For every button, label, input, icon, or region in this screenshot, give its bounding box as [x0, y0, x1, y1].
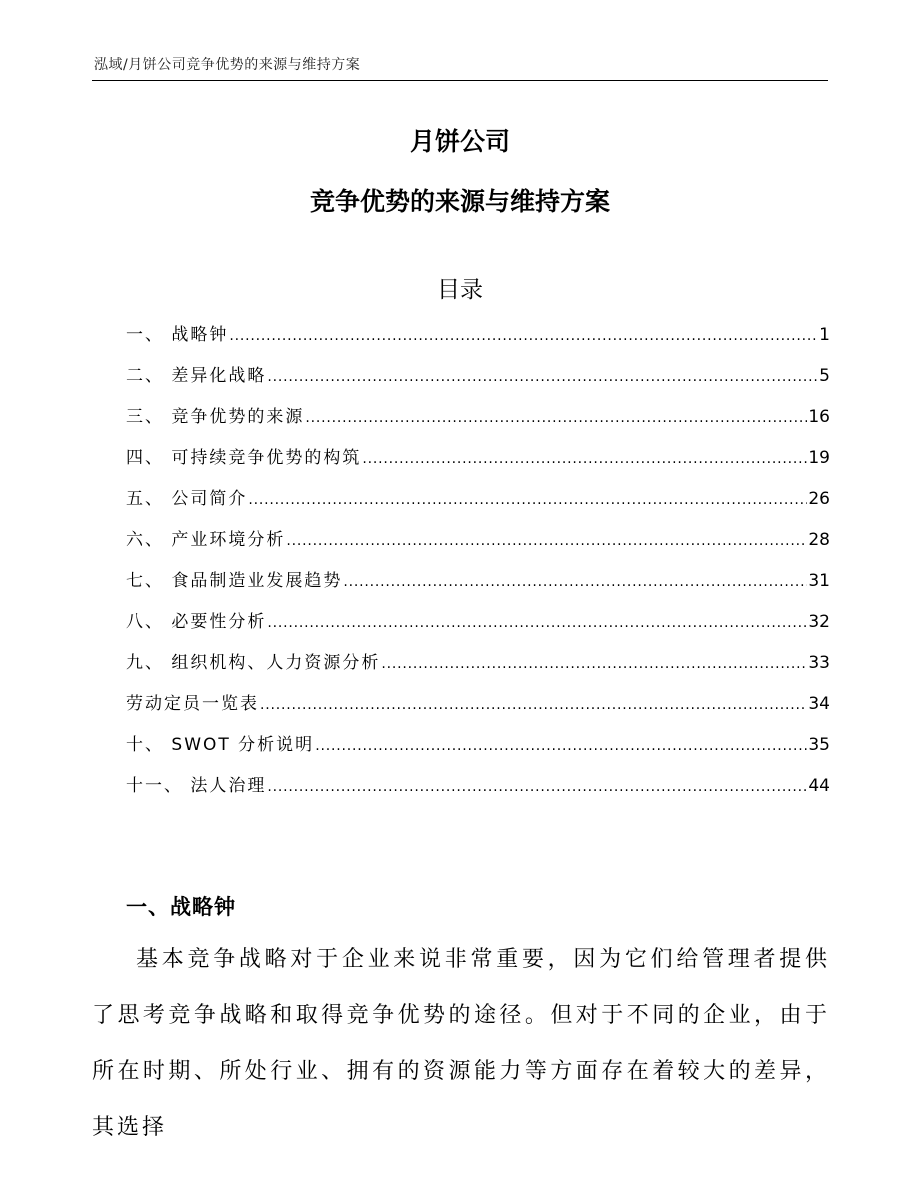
toc-entry-label: 七、 食品制造业发展趋势 [126, 571, 343, 591]
section-heading: 一、战略钟 [126, 895, 236, 919]
toc-leader-dots [267, 369, 818, 385]
toc-entry-label: 五、 公司简介 [126, 489, 248, 509]
toc-leader-dots [267, 779, 807, 795]
toc-entry-page: 19 [808, 448, 830, 468]
header-divider [92, 80, 828, 81]
toc-entry-page: 16 [808, 407, 830, 427]
running-header: 泓域/月饼公司竞争优势的来源与维持方案 [94, 57, 361, 73]
toc-entry[interactable] [126, 689, 830, 730]
toc-entry-label: 劳动定员一览表 [126, 694, 259, 714]
toc-entry-label: 六、 产业环境分析 [126, 530, 286, 550]
toc-entry-page: 5 [819, 366, 830, 386]
toc-entry[interactable] [126, 320, 830, 361]
toc-entry[interactable] [126, 484, 830, 525]
toc-entry[interactable] [126, 771, 830, 812]
toc-entry-page: 1 [819, 325, 830, 345]
toc-entry[interactable] [126, 730, 830, 771]
toc-leader-dots [229, 328, 818, 344]
toc-entry-label: 十一、 法人治理 [126, 776, 267, 796]
toc-entry-page: 35 [808, 735, 830, 755]
toc-leader-dots [343, 574, 807, 590]
toc-entry[interactable] [126, 361, 830, 402]
toc-entry-label: 九、 组织机构、人力资源分析 [126, 653, 381, 673]
toc-entry-page: 32 [808, 612, 830, 632]
toc-entry-page: 33 [808, 653, 830, 673]
toc-leader-dots [267, 615, 807, 631]
toc-entry-label: 八、 必要性分析 [126, 612, 267, 632]
toc-entry-page: 34 [808, 694, 830, 714]
toc-entry-page: 44 [808, 776, 830, 796]
toc-leader-dots [248, 492, 807, 508]
toc-leader-dots [260, 697, 807, 713]
document-subtitle: 竞争优势的来源与维持方案 [309, 187, 610, 216]
toc-leader-dots [305, 410, 807, 426]
toc-entry[interactable] [126, 648, 830, 689]
toc-leader-dots [315, 738, 807, 754]
document-title: 月饼公司 [409, 127, 510, 156]
table-of-contents [126, 320, 830, 812]
toc-leader-dots [286, 533, 807, 549]
toc-leader-dots [381, 656, 807, 672]
toc-entry-page: 31 [808, 571, 830, 591]
toc-leader-dots [362, 451, 807, 467]
toc-entry-label: 一、 战略钟 [126, 325, 229, 345]
toc-heading: 目录 [437, 277, 483, 303]
toc-entry[interactable] [126, 443, 830, 484]
toc-entry[interactable] [126, 566, 830, 607]
toc-entry-label: 三、 竞争优势的来源 [126, 407, 305, 427]
toc-entry[interactable] [126, 607, 830, 648]
toc-entry-label: 十、 SWOT 分析说明 [126, 735, 315, 755]
toc-entry[interactable] [126, 525, 830, 566]
section-paragraph: 基本竞争战略对于企业来说非常重要，因为它们给管理者提供了思考竞争战略和取得竞争优势的途径。但对于不同的企业，由于所在时期、所处行业、拥有的资源能力等方面存在着较大的差异，其选择 [92, 947, 830, 1140]
toc-entry[interactable] [126, 402, 830, 443]
toc-entry-page: 28 [808, 530, 830, 550]
toc-entry-page: 26 [808, 489, 830, 509]
toc-entry-label: 二、 差异化战略 [126, 366, 267, 386]
toc-entry-label: 四、 可持续竞争优势的构筑 [126, 448, 362, 468]
